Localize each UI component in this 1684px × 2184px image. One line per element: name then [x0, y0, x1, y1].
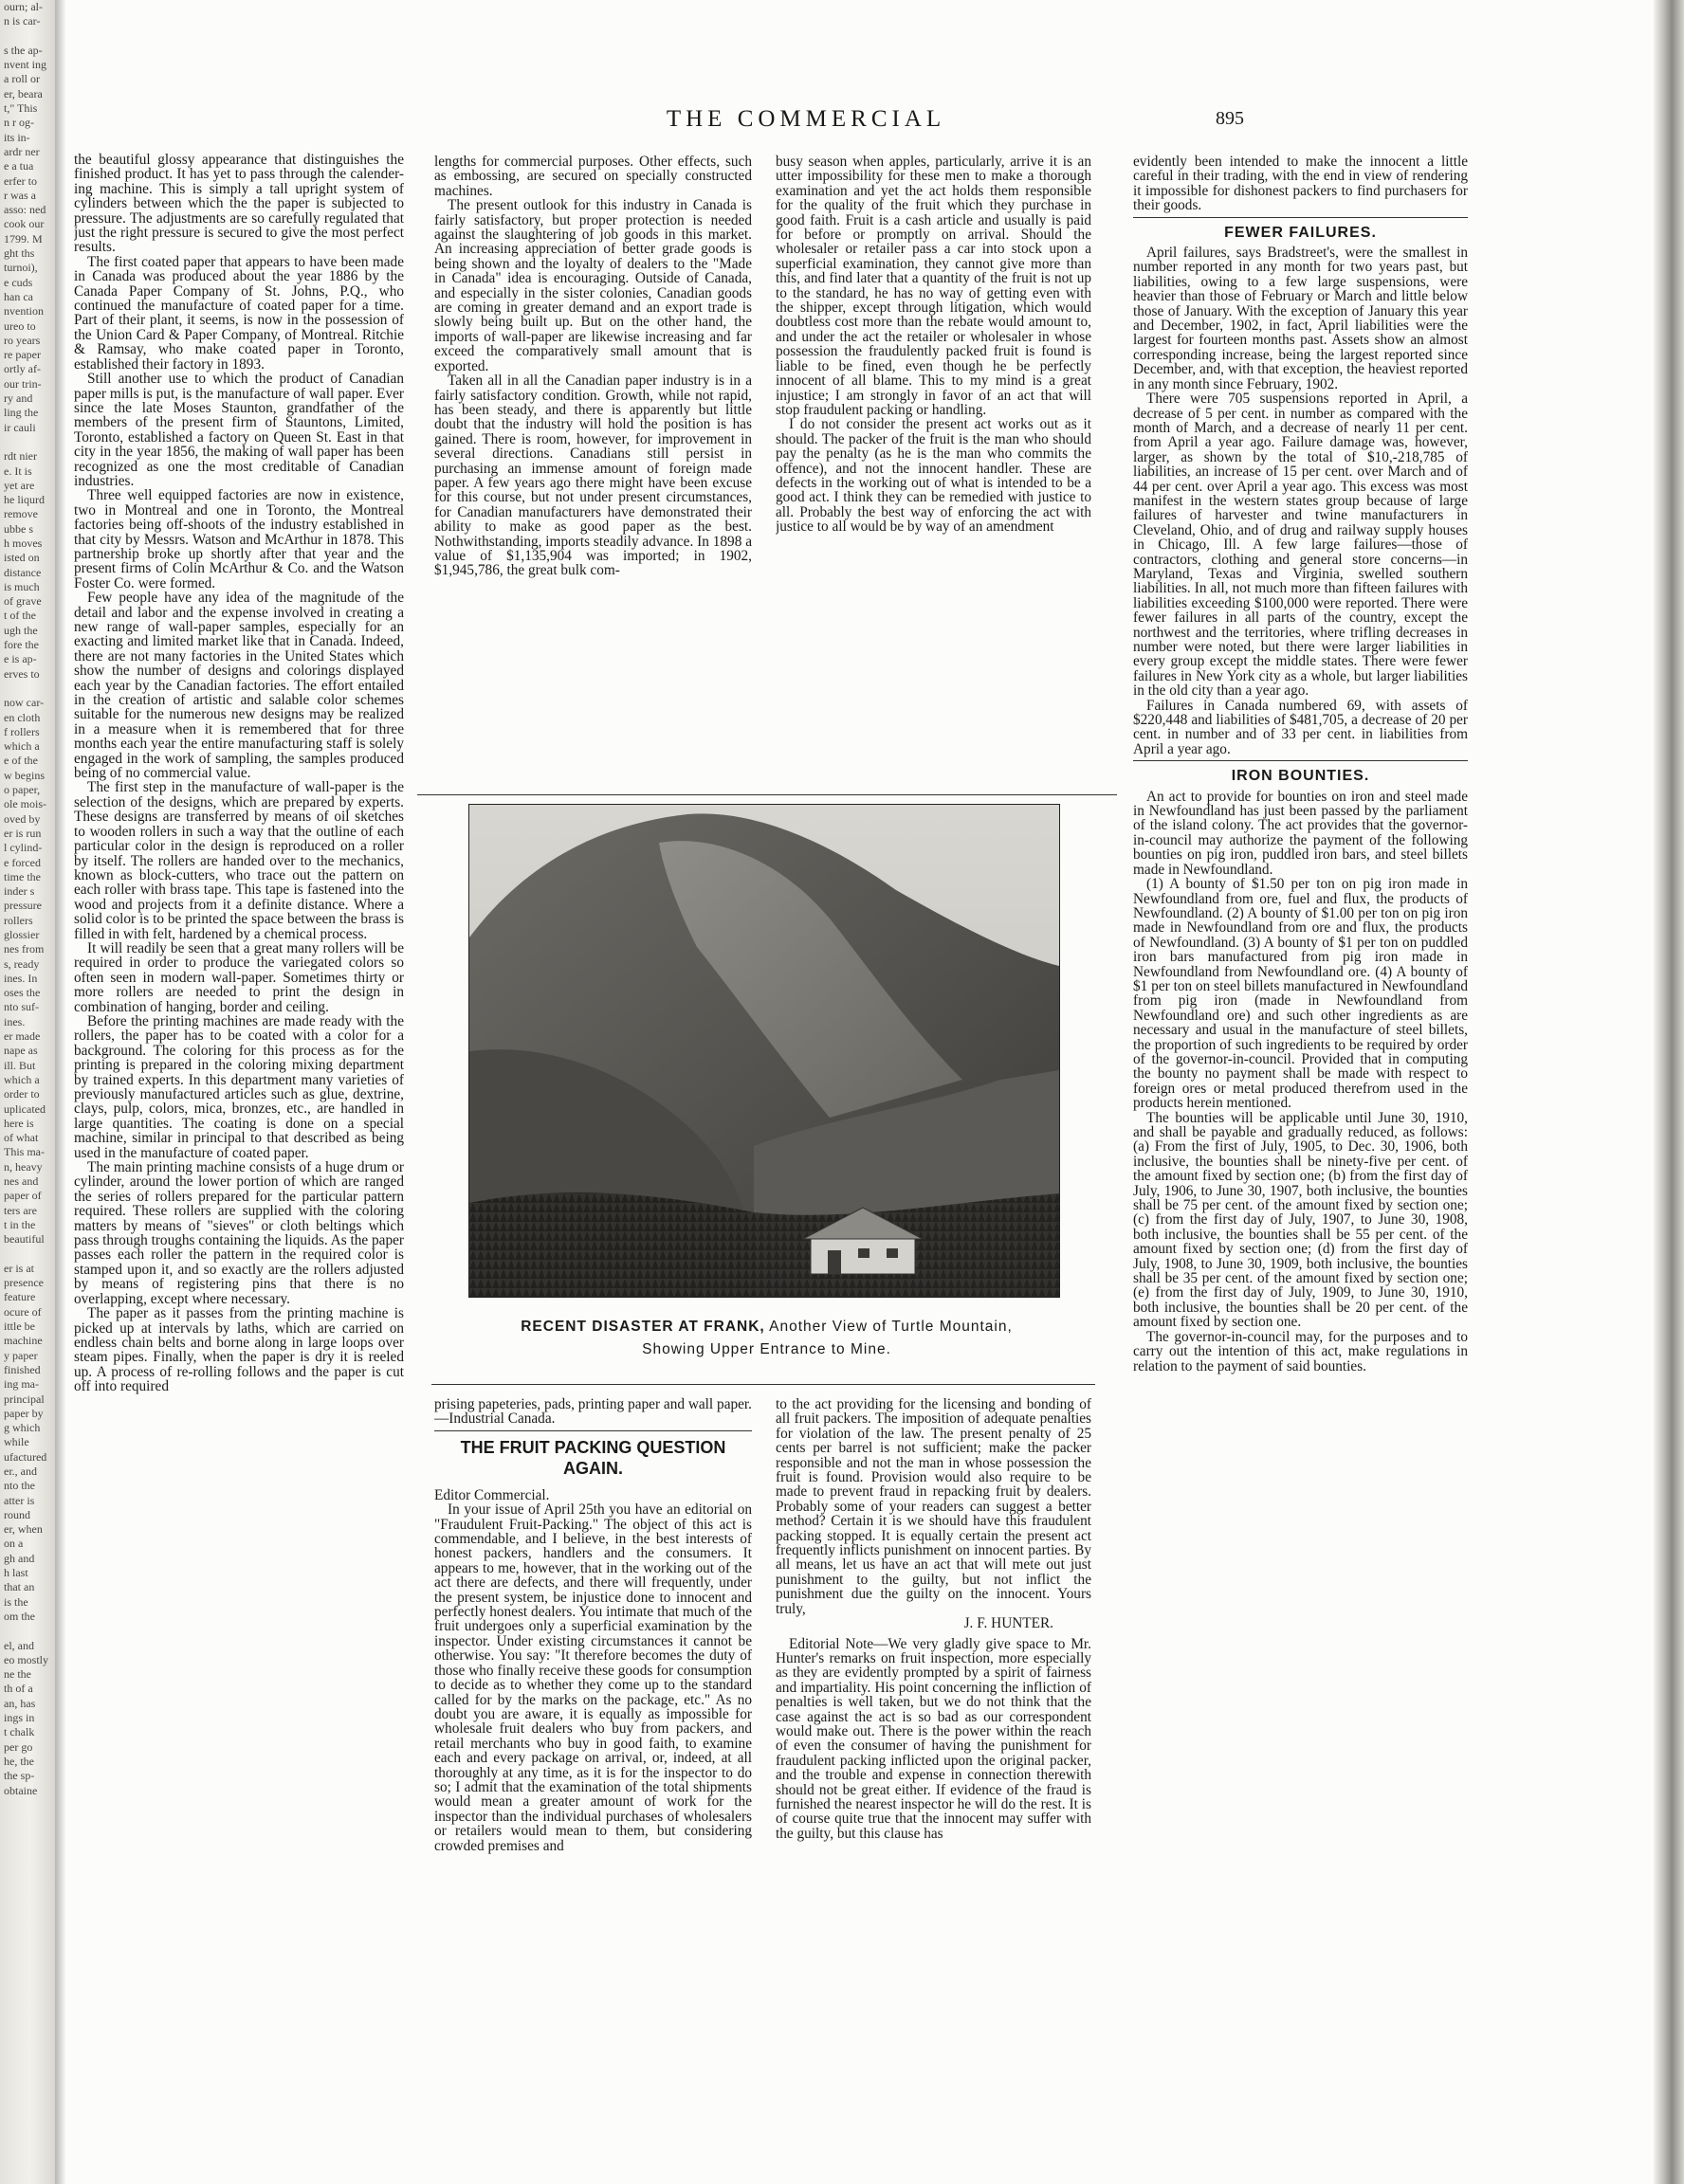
fragment-line: re paper	[4, 348, 41, 362]
page-header	[0, 106, 1684, 144]
fragment-line: paper of	[4, 1189, 42, 1203]
fragment-line: per go	[4, 1739, 33, 1754]
fragment-line: ole mois-	[4, 797, 46, 811]
paragraph: The first step in the manufacture of wall-paper is the selection of the designs, which are prepared by experts. These designs are transferred by means of oil sketches to wooden rollers in such a way that the outline of each particular color in the design is reproduced on a roller by itself. The rollers are handed over to the mechanics, known as block-cutters, who trace out the pattern on each roller with brass tape. This tape is fastened into the wood and projects from it a definite distance. Where a solid color is to be printed the space between the brass is filled in with felt, hardened by a chemical process.	[74, 779, 404, 942]
fragment-line: er is run	[4, 826, 42, 840]
fragment-line: principal	[4, 1392, 45, 1406]
fragment-line: h moves	[4, 536, 43, 550]
paragraph: There were 705 suspensions reported in April, a decrease of 5 per cent. in number as compared with the month of March, and a decrease of nearly 11 per cent. from April a year ago. Failure damage was, however, larger, as shown by the total of $10,-218,785 of liabilities, an increase of 15 per cent. over March and of 44 per cent. over April a year ago. This excess was most manifest in the western states group because of large failures of harvester and twine manufacturers in Cleveland, Ohio, and of drug and railway supply houses in Chicago, Ill. A few large failures—those of contractors, clothing and general store concerns—in Maryland, Texas and Virginia, swelled southern liabilities. In all, not much more than fifteen failures with liabilities exceeding $100,000 were reported. There were fewer failures in all parts of the country, except the northwest and the territories, where trifling decreases in number were noted, but there were larger liabilities in every group except the middle states. There were fewer failures in New York city as a whole, but larger liabilities in the old city than a year ago.	[1133, 391, 1468, 700]
caption-line-2: Showing Upper Entrance to Mine.	[642, 1341, 891, 1357]
fragment-line: erfer to	[4, 173, 37, 188]
fragment-line: er, beara	[4, 86, 43, 100]
fragment-line: a roll or	[4, 72, 40, 86]
fragment-line: he, the	[4, 1754, 34, 1768]
fragment-line: feature	[4, 1290, 36, 1304]
fragment-line: ureo to	[4, 318, 36, 333]
fragment-line: its in-	[4, 130, 30, 144]
fragment-line: the sp-	[4, 1769, 35, 1783]
fragment-line: e. It is	[4, 464, 32, 478]
paragraph: It will readily be seen that a great many rollers will be required in order to produce the variegated colors so often seen in modern wall-paper. Sometimes thirty or more rollers are needed to print the design in combination of hanging, border and ceiling.	[74, 939, 404, 1015]
paragraph: the beautiful glossy appearance that distinguishes the finished product. It has yet to pass through the calender-ing machine. This is simply a tall upright system of cylinders between which the the paper is subjected to pressure. The adjustments are so carefully regulated that just the right pressure is secured to give the most perfect results.	[74, 153, 404, 256]
fragment-line: glossier	[4, 928, 40, 941]
paragraph: Few people have any idea of the magnitude of the detail and labor and the expense involved in creating a new range of wall-paper samples, especially for an exacting and limited market like that in Canada. Indeed, there are not many factories in the United States which show the number of designs and colorings displayed each year by the Canadian factories. The effort entailed in the creation of artistic and salable color schemes suitable for the numerous new designs may be realized in a measure when it is remembered that for three months each year the entire manufacturing staff is solely engaged in the work of sampling, the samples produced being of no commercial value.	[74, 590, 404, 782]
fragment-line: o paper,	[4, 783, 41, 797]
fragment-line: s the ap-	[4, 43, 43, 57]
fragment-line: e of the	[4, 754, 38, 768]
fragment-line: er., and	[4, 1464, 37, 1478]
fragment-line: he liqurd	[4, 493, 45, 507]
fragment-line: here is	[4, 1116, 34, 1130]
fragment-line: cook our	[4, 217, 45, 231]
fragment-line: ines.	[4, 1014, 26, 1028]
fragment-line: ugh the	[4, 623, 38, 637]
fragment-line: paper by	[4, 1406, 44, 1420]
paragraph: April failures, says Bradstreet's, were the smallest in number reported in any month for two years past, but liabilities, owing to a few large suspensions, were heavier than those of February or March and little below those of January. With the exception of January this year and December, 1902, in fact, April liabilities were the largest for fourteen months past. Assets show an almost corresponding increase, being the largest reported since December, and, with that exception, the heaviest reported in any month since February, 1902.	[1133, 245, 1468, 392]
fragment-line: ines. In	[4, 971, 38, 985]
fragment-line: on a	[4, 1537, 24, 1551]
fragment-line: is the	[4, 1594, 28, 1609]
fragment-line: gh and	[4, 1551, 35, 1565]
fragment-line: ght ths	[4, 246, 35, 261]
fragment-line	[0, 1247, 55, 1262]
caption-headline: RECENT DISASTER AT FRANK,	[521, 1319, 765, 1335]
fragment-line: nes from	[4, 942, 45, 956]
column-4	[1133, 155, 1468, 2145]
fragment-line: asso: ned	[4, 203, 46, 217]
fragment-line: oved by	[4, 811, 41, 826]
fragment-line: ings in	[4, 1711, 35, 1725]
fragment-line: ling the	[4, 406, 39, 420]
paragraph: An act to provide for bounties on iron and steel made in Newfoundland has just been passed by the parliament of the island colony. The act provides that the governor-in-council may authorize the payment of the following bounties on pig iron, puddled iron bars, and steel billets made in Newfoundland.	[1133, 788, 1468, 878]
section-rule	[1133, 760, 1468, 761]
fragment-line: ro years	[4, 333, 41, 347]
fragment-line: uplicated	[4, 1101, 46, 1116]
fragment-line: round	[4, 1507, 30, 1521]
fragment-line: yet are	[4, 478, 35, 492]
paragraph: (1) A bounty of $1.50 per ton on pig iron made in Newfoundland from ore, fuel and flux, the products of Newfoundland. (2) A bounty of $1.00 per ton on pig iron made in Newfoundland from ore and flux, the products of Newfoundland. (3) A bounty of $1 per ton on puddled iron bars manufactured from pig iron made in Newfoundland from Newfoundland ore. (4) A bounty of $1 per ton on steel billets manufactured in Newfoundland from pig iron (made in Newfoundland from Newfoundland ore) and such other ingredients as are necessary and usual in the manufacture of steel billets, the proportion of such ingredients to be required by order of the governor-in-council. Provided that in computing the bounty no payment shall be made with respect to foreign ores or metal produced therefrom used in the products herein mentioned.	[1133, 876, 1468, 1112]
fragment-line: an, has	[4, 1696, 36, 1710]
section-heading: FEWER FAILURES.	[1224, 224, 1377, 241]
fragment-line: nvention	[4, 304, 44, 318]
fragment-line: nto suf-	[4, 1000, 39, 1014]
fragment-line: which a	[4, 1072, 40, 1086]
column-2-bottom	[434, 1397, 752, 2165]
fragment-line: machine	[4, 1334, 43, 1348]
fragment-line: ittle be	[4, 1320, 35, 1334]
fragment-line: t in the	[4, 1217, 36, 1231]
caption-text: Another View of Turtle Mountain,	[769, 1319, 1013, 1335]
fragment-line: n is car-	[4, 14, 41, 28]
section-heading: IRON BOUNTIES.	[1231, 768, 1370, 785]
fragment-line: distance	[4, 565, 42, 579]
fragment-line: eo mostly	[4, 1652, 48, 1666]
paragraph: evidently been intended to make the innocent a little careful in their trading, with the end in view of rendering it impossible for dishonest packers to find purchasers for their goods.	[1133, 155, 1468, 214]
fragment-line: th of a	[4, 1682, 33, 1696]
paragraph: to the act providing for the licensing and bonding of all fruit packers. The imposition of adequate penalties for violation of the law. The present penalty of 25 cents per barrel is not sufficient; make the packer responsible and not the man in whose possession the fruit is found. Provision would also require to be made to prevent fraud in repacking fruit by dealers. Probably some of your readers can suggest a better method? Certain it is we should have this fraudulent packing stopped. It is equally certain the present act frequently inflicts punishment on innocent parties. By all means, let us have an act that will mete out just punishment to the guilty, but not inflict the punishment due the guilty on the innocent. Yours truly,	[776, 1397, 1091, 1617]
fragment-line: t of the	[4, 609, 36, 623]
fragment-line: ir cauli	[4, 420, 36, 434]
fewer-failures-article	[1133, 246, 1468, 756]
editorial-note: Editorial Note—We very gladly give space to Mr. Hunter's remarks on fruit inspection, more especially as they are evidently prompted by a spirit of fairness and impartiality. His point concerning the infliction of penalties is well taken, but we do not think that the case against the act is so bad as our correspondent would make out. There is the power within the reach of even the consumer of having the punishment for fraudulent packing inflicted upon the original packer, and the trouble and expense in connection therewith should not be great either. If evidence of the fraud is furnished the nearest inspector he will do the rest. It is of course quite true that the innocent may suffer with the guilty, but this clause has	[776, 1635, 1091, 1842]
fragment-line: ubbe s	[4, 521, 33, 536]
fragment-line: obtaine	[4, 1783, 38, 1797]
fragment-line: han ca	[4, 289, 33, 303]
paragraph: Three well equipped factories are now in existence, two in Montreal and one in Toronto, the Montreal factories being off-shoots of the industry established in that city by Messrs. Watson and McArthur in 1878. This partnership broke up shortly after that year and the present firms of Colin McArthur & Co. and the Watson Foster Co. were formed.	[74, 487, 404, 592]
fragment-line: remove	[4, 507, 38, 521]
running-title: THE COMMERCIAL	[666, 106, 946, 132]
fragment-line: el, and	[4, 1638, 34, 1652]
paragraph: Taken all in all the Canadian paper industry is in a fairly satisfactory condition. Growth, while not rapid, has been steady, and there is apparently but little doubt that the industry will hold the position is has gained. There is room, however, for improvement in several directions. Canadians still persist in purchasing an immense amount of foreign made paper. A few years ago there might have been excuse for this course, but not under present circumstances, for Canadian manufacturers have demonstrated their ability to make as good paper as the best. Nothwithstanding, imports steadily advance. In 1898 a value of $1,135,904 was imported; in 1902, $1,945,786, the great bulk com-	[434, 373, 752, 579]
fragment-line: ne the	[4, 1667, 31, 1682]
fragment-line: n, heavy	[4, 1159, 43, 1174]
paragraph: The present outlook for this industry in Canada is fairly satisfactory, but proper protection is needed against the slaughtering of job goods in this market. An increasing appreciation of better grade goods is being shown and the loyalty of dealers to the "Made in Canada" idea is encouraging. Outside of Canada, and especially in the sister colonies, Canadian goods are coming in greater demand and an export trade is slowly being built up. But on the other hand, the imports of wall-paper are likewise increasing and far exceed the comparatively small amount that is exported.	[434, 197, 752, 374]
column-3-bottom	[776, 1397, 1091, 2165]
paragraph: Still another use to which the product of Canadian paper mills is put, is the manufacture of wall paper. Ever since the late Moses Staunton, grandfather of the members of the present firm of Stauntons, Limited, Toronto, established a factory on Queen St. East in that city in the year 1856, the making of wall paper has been recognized as one the most creditable of Canadian industries.	[74, 371, 404, 489]
fragment-line: er is at	[4, 1261, 34, 1275]
fragment-line: ill. But	[4, 1058, 36, 1072]
fragment-line: turnoi),	[4, 261, 38, 275]
column-3-top	[776, 155, 1091, 790]
paragraph: I do not consider the present act works out as it should. The packer of the fruit is the man who should pay the penalty (as he is the man who commits the offence), and not the innocent handler. These are defects in the working out of what is intended to be a good act. I think they can be remedied with justice to all. Probably the best way of enforcing the act with justice to all would be by way of an amendment	[776, 416, 1091, 536]
fragment-line: y paper	[4, 1348, 38, 1362]
fragment-line: e a tua	[4, 159, 34, 173]
fragment-line: ortly af-	[4, 362, 41, 376]
fragment-line: our trin-	[4, 376, 42, 391]
paragraph: The governor-in-council may, for the purposes and to carry out the intention of this act, make regulations in relation to the payment of said bounties.	[1133, 1328, 1468, 1374]
fragment-line: which a	[4, 739, 40, 754]
fragment-line: nape as	[4, 1044, 38, 1058]
fragment-line: rdt nier	[4, 449, 37, 464]
fragment-line: en cloth	[4, 710, 41, 724]
paragraph: The paper as it passes from the printing machine is picked up at intervals by laths, which are carried on endless chain belts and borne along in large loops over steam pipes. Finally, when the paper is dry it is reeled up. A process of re-rolling follows and the paper is cut off into required	[74, 1305, 404, 1395]
fragment-line: oses the	[4, 986, 41, 1000]
fragment-line: er, when	[4, 1522, 43, 1537]
photo-caption	[423, 1316, 1110, 1361]
fragment-line: now car-	[4, 696, 45, 710]
photo-bottom-rule	[431, 1384, 1095, 1385]
fragment-line: fore the	[4, 638, 39, 652]
paragraph: Failures in Canada numbered 69, with assets of $220,448 and liabilities of $481,705, a decrease of 20 per cent. in number and of 33 per cent. in liabilities from April a year ago.	[1133, 697, 1468, 757]
letter-signature: J. F. HUNTER.	[963, 1615, 1053, 1632]
fragment-line: nto the	[4, 1479, 35, 1493]
section-rule	[1133, 217, 1468, 218]
fragment-line: ing ma-	[4, 1377, 39, 1392]
fragment-line: rollers	[4, 913, 33, 927]
fragment-line: t chalk	[4, 1725, 35, 1739]
paragraph: lengths for commercial purposes. Other effects, such as embossing, are secured on specially constructed machines.	[434, 155, 752, 199]
fragment-line: presence	[4, 1276, 44, 1290]
fragment-line: order to	[4, 1087, 40, 1101]
fragment-line	[0, 1624, 55, 1638]
adjacent-page-fragment	[0, 0, 55, 2184]
page-edge	[1654, 0, 1684, 2184]
gutter-shadow	[55, 0, 66, 2184]
fragment-line: e cuds	[4, 275, 33, 289]
fragment-line: finished	[4, 1362, 41, 1376]
fragment-line	[0, 682, 55, 696]
fragment-line: n r og-	[4, 116, 34, 130]
fragment-line	[0, 435, 55, 449]
fragment-line: ufactured	[4, 1449, 47, 1464]
fragment-line: ry and	[4, 391, 33, 406]
fragment-line: e is ap-	[4, 652, 37, 666]
letter-continuation	[776, 1397, 1091, 1616]
fragment-line: om the	[4, 1609, 35, 1623]
fragment-line: inder s	[4, 884, 35, 899]
paragraph: The first coated paper that appears to have been made in Canada was produced about the year 1886 by the Canada Paper Company of St. Johns, P.Q., who continued the manufacture of coated paper for a time. Part of their plant, it seems, is now in the possession of the Union Card & Paper Company, of Montreal. Ritchie & Ramsay, who make coated paper in Toronto, established their factory in 1893.	[74, 253, 404, 373]
fragment-line: while	[4, 1435, 29, 1449]
fragment-line: ardr ner	[4, 144, 40, 158]
article-heading: THE FRUIT PACKING QUESTION AGAIN.	[460, 1437, 726, 1478]
fragment-line: is much	[4, 579, 40, 593]
paragraph: busy season when apples, particularly, arrive it is an utter impossibility for these men to make a thorough examination and yet the act holds them responsible for the quality of the fruit which they purchase in good faith. Fruit is a cash article and usually is paid for before or promptly on arrival. Should the wholesaler or retailer pass a car into stock upon a superficial examination, they cannot give more than this, and find later that a quantity of the fruit is not up to the standard, he has no way of getting even with the shipper, except through litigation, which would doubtless cost more than the rebate would amount to, and under the act the retailer or wholesaler in whose possession the fraudulently packed fruit is found is liable to be fined, even though he be perfectly innocent of all blame. This to my mind is a great injustice; I am strongly in favor of an act that will stop fraudulent packing or handling.	[776, 155, 1091, 418]
paragraph: In your issue of April 25th you have an editorial on "Fraudulent Fruit-Packing." The object of this act is commendable, and I believe, in the best interests of honest packers, handlers and the consumers. It appears to me, however, that in the working out of the act there are defects, and there will frequently, under the present system, be injustice done to innocent and perfectly honest dealers. You intimate that much of the fruit undergoes only a superficial examination by the inspector. Under existing circumstances it cannot be otherwise. You say: "It therefore becomes the duty of those who finally receive these goods for consumption to decide as to whether they come up to the standard called for by the marks on the package, etc." As no doubt you are aware, it is equally as impossible for wholesale fruit dealers who buy from packers, and retail merchants who buy in good faith, to examine each and every package on arrival, or, indeed, at all thoroughly at any time, as it is for the inspector to do so; I admit that the examination of the total shipments would mean a greater amount of work for the inspector than the individual purchases of wholesalers or retailers would mean to them, but considering crowded premises and	[434, 1502, 752, 1854]
section-rule	[434, 1430, 752, 1431]
fragment-line: ters are	[4, 1203, 37, 1217]
paragraph: Before the printing machines are made ready with the rollers, the paper has to be coated with a color for a background. The coloring for this process as for the printing is prepared in the coloring mixing department by trained experts. In this department many varieties of previously manufactured articles such as glue, dextrine, clays, pulp, colors, mica, bronzes, etc., are handled in large quantities. The coating is done on a special machine, similar in principal to that described as being used in the manufacture of coated paper.	[74, 1012, 404, 1161]
fragment-line: e forced	[4, 855, 41, 869]
fragment-line: time the	[4, 869, 41, 883]
fragment-line: l cylind-	[4, 841, 43, 855]
fragment-line: pressure	[4, 899, 42, 913]
fragment-line: nes and	[4, 1174, 39, 1189]
paragraph: The main printing machine consists of a huge drum or cylinder, around the lower portion of which are ranged the series of rollers prepared for the particular pattern required. These rollers are supplied with the coloring matters by means of "sieves" or cloth beltings which pass through troughs containing the liquids. As the paper passes each roller the pattern in the required color is stamped upon it, and so exactly are the rollers adjusted by means of registering pins that there is no overlapping, except where necessary.	[74, 1159, 404, 1307]
fragment-line: that an	[4, 1580, 35, 1594]
mountain-photograph	[468, 804, 1060, 1298]
turtle-mountain-image	[469, 805, 1059, 1297]
fragment-line: f rollers	[4, 724, 40, 738]
fragment-line: of grave	[4, 594, 42, 609]
fragment-line: isted on	[4, 551, 40, 565]
fragment-line: ourn; al-	[4, 0, 43, 13]
fragment-line: beautiful	[4, 1232, 45, 1247]
fragment-line: ocure of	[4, 1304, 42, 1319]
iron-bounties-article	[1133, 790, 1468, 1374]
paragraph: The bounties will be applicable until June 30, 1910, and shall be payable and gradually reduced, as follows: (a) From the first of July, 1905, to Dec. 30, 1906, both inclusive, the bounties shall be ninety-five per cent. of the amount fixed by section one; (b) from the first day of July, 1906, to June 30, 1907, both inclusive, the bounties shall be 75 per cent. of the amount fixed by section one; (c) from the first day of July, 1907, to June 30, 1908, both inclusive, the bounties shall be 55 per cent. of the amount fixed by section one; (d) from the first day of July, 1908, to June 30, 1909, both inclusive, the bounties shall be 35 per cent. of the amount fixed by section one; (e) from the first day of July, 1909, to June 30, 1910, both inclusive, the bounties shall be 20 per cent. of the amount fixed by section one.	[1133, 1109, 1468, 1331]
fragment-line: t," This	[4, 101, 38, 116]
fragment-line	[0, 29, 55, 44]
photo-top-rule	[417, 794, 1117, 795]
column-2-top	[434, 155, 752, 790]
fragment-line: of what	[4, 1131, 39, 1145]
fragment-line: er made	[4, 1029, 41, 1044]
letter-body	[434, 1502, 752, 1853]
fragment-line: erves to	[4, 666, 40, 681]
fragment-line: w begins	[4, 768, 45, 782]
fragment-line: g which	[4, 1421, 41, 1435]
page-number: 895	[1216, 108, 1244, 129]
column-1	[74, 153, 404, 2162]
paragraph: prising papeteries, pads, printing paper and wall paper.—Industrial Canada.	[434, 1397, 752, 1428]
fragment-line: This ma-	[4, 1145, 45, 1159]
fragment-line: h last	[4, 1566, 28, 1580]
fragment-line: s, ready	[4, 956, 40, 971]
fragment-line: atter is	[4, 1493, 35, 1507]
salutation: Editor Commercial.	[434, 1486, 550, 1503]
fragment-line: 1799. M	[4, 231, 43, 246]
fragment-line: nvent ing	[4, 58, 46, 72]
fragment-line: r was a	[4, 188, 36, 202]
